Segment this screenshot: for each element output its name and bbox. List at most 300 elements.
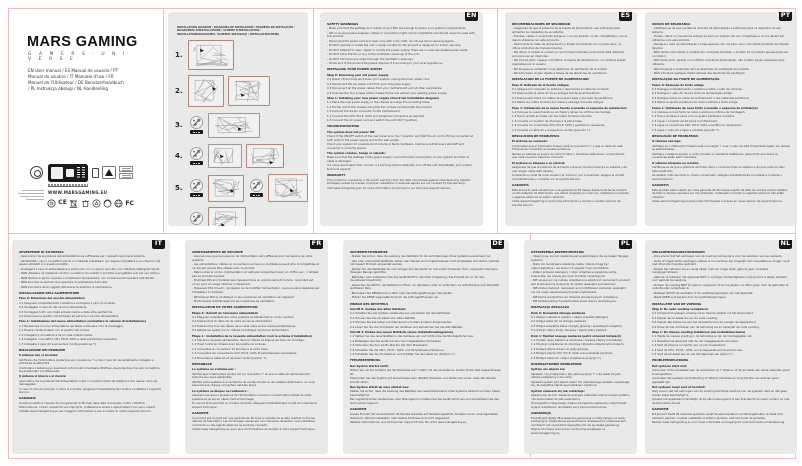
body-text: - NON utilizzare né installare l'unità in condizioni di umidità; il prodotto è progettato solo per uso interno. (19, 271, 161, 276)
body-text: - NÃO utilize nem instale a unidade em condições húmidas; o produto foi concebido apenas para uso no interior. (652, 50, 789, 59)
body-text: Compruebe que el interruptor trasero está en la posición 'I' y que el cable AC está firmemente conectado en ambos extremos. (512, 143, 623, 152)
sub-heading: Schritt 1: Einbau des neuen Netzteils (siehe Installationsdiagramm) (350, 329, 453, 334)
body-text: 0.4 Rimuovere le quattro viti dal telaio ed estrarre il vecchio alimentatore. (19, 314, 120, 319)
manual-panel-it (12, 240, 170, 454)
screwdriver-screws-icon (188, 179, 205, 198)
body-text: - NON introdurre alcun oggetto attraverso le aperture di ventilazione. (19, 284, 113, 289)
body-text: Este producto está cubierto por una garantía de 36 meses desde la fecha de compra contra defectos de fabricación. Los daños causados por mal uso, instalación incorrecta o agentes externos no están cubiertos. (512, 187, 629, 199)
body-text: Bei ungewöhnlichen Geräuschen oder Brandgeruch schalten Sie das Gerät sofort aus und kontaktieren Sie den technischen Support. (350, 397, 500, 405)
body-text: Stellen Sie sicher, dass die Leistung des Netzteils den Gesamtverbrauch Ihres Systems abdeckt und kein Kabel beschädigt ist. (350, 389, 500, 397)
manual-panel-fr (185, 240, 328, 454)
body-text: - Alimentatori, cavi o connettori vecchi o inutilizzati potrebbero non essere compatibili e non devono mai essere utilizzati con questo prodotto. (19, 258, 161, 267)
section-heading: SICHERHEITSHINWEISE (350, 249, 388, 254)
body-text: - Odłącz przewód zasilający i czyść urządzenie wyłącznie suchą ściereczką; nie używaj płynnych środków czyszczących. (531, 270, 617, 279)
body-text: - Débranchez le cordon d'alimentation et nettoyez uniquement avec un chiffon sec ; n'utilisez pas de produits liquides. (192, 270, 319, 279)
body-text: - Assicurarsi che la potenza dell'alimentatore sia sufficiente per i requisiti del proprio sistema. (19, 254, 146, 259)
section-heading: INSTALLAZIONE DELL'ALIMENTATORE (19, 290, 80, 295)
lang-badge-es: ES (619, 12, 632, 21)
manual-languages-line: EN User manual / ES Manual de usuario / PT Manual do usuário / IT Manuale d'uso / FR Manuel de l'Utilisateur / DE Benutzerhandbuch / PL Instrukcja obsługi / NL Handleiding (28, 68, 124, 92)
power-cable-icon (248, 179, 265, 198)
body-text: 1.2 Przykręć urządzenie do obudowy czterema dołączonymi śrubami. (531, 342, 625, 347)
body-text: 1.1 Posizionare il nuovo alimentatore nel telaio e allineare i fori di montaggio. (19, 323, 124, 328)
body-text: 0.2 Desconecte el cable AC de su antigua fuente de alimentación. (512, 91, 601, 96)
section-heading: RISOLUZIONE DEI PROBLEMI (19, 347, 66, 352)
website-url: WWW.MARSGAMING.EU (48, 190, 108, 195)
body-text: Visite www.marsgaming.eu para más información y acceso a nuestro servicio de soporte técnico. (512, 199, 621, 207)
body-text: 1.4 Connect the CPU, PCI-E, SATA and peripheral connectors as required. (327, 113, 425, 118)
power-switch-icon (188, 212, 205, 226)
step-number: 1. (175, 51, 183, 60)
manual-panel-pt (645, 12, 797, 226)
manual-panel-de (343, 240, 509, 454)
lang-badge-en: EN (465, 12, 478, 21)
body-text: 1.5 Connect the AC power cord and switch the unit ON ('I' position). (327, 117, 419, 122)
diagram-step-row (175, 112, 301, 138)
horizontal-fold-line (8, 233, 795, 234)
panel-body (531, 251, 630, 436)
body-text: - Zorg ervoor dat het vermogen van de voeding voldoende is voor de vereisten van uw systeem. (652, 254, 783, 259)
body-text: Assicurarsi che la potenza dell'alimentatore copra il consumo totale del sistema e che nessun cavo sia danneggiato. (19, 378, 158, 387)
body-text: Asegúrese de que la potencia de la fuente cubre el consumo total de su sistema y de que ningún cable esté dañado. (512, 164, 627, 173)
body-text: - Blockieren Sie NIEMALS den Lüfter oder die Lüftungsöffnungen des Geräts. (350, 290, 453, 295)
body-text: - NÃO bloqueie a ventoinha nem as aberturas de ventilação da unidade. (652, 66, 750, 71)
body-text: 0.3 Débranchez tous les câbles de la carte mère et des autres périphériques. (192, 323, 296, 328)
body-text: 1.4 Schließen Sie die CPU-, PCI-E-, SATA- und Peripherieanschlüsse an. (350, 347, 445, 352)
body-text: Produkt jest objęty 36-miesięczną gwarancją od daty zakupu na wady produkcyjne. Uszkodzenia spowodowane niewłaściwym użytkowaniem, montażem lub czynnikami zewnętrznymi nie są objęte gwarancją. (531, 415, 627, 427)
body-text: Vérifiez que l'interrupteur arrière est sur la position 'I' et que le câble AC est fermement branché aux deux extrémités. (192, 371, 311, 380)
screw-spec-label (190, 193, 203, 197)
lang-badge-de: DE (491, 240, 504, 249)
section-heading: INSTALLATION DE VOTRE ALIMENTATION (192, 305, 258, 310)
manual-panel-en (320, 12, 483, 226)
diagram-step-row (175, 207, 301, 226)
body-text: Überprüfen Sie das System auf Kurzschlüsse oder defekte Hardware und stellen Sie sicher, dass alle Stecker korrekt sitzen. (350, 376, 497, 384)
section-heading: FEHLERBEHEBUNG (350, 358, 381, 363)
screw-spec-label (190, 130, 203, 134)
body-text: 1.4 Sluit de CPU-, PCI-E-, SATA- en randapparatuurconnectoren aan. (652, 347, 744, 352)
body-text: - Old or unused power supplies, cables or connectors might not be compatible and should never be used with this product. (327, 30, 475, 39)
body-text: - Fontes, cabos ou conectores antigos ou sem uso podem não ser compatíveis e nunca devem ser utilizados com este produto. (652, 34, 785, 42)
certification-marks-row (47, 197, 133, 209)
section-heading: GARANTIE (350, 407, 367, 412)
body-text: - NO intente abrir, reparar o modificar la fuente de alimentación; no contiene piezas reparables por el usuario. (512, 58, 626, 67)
body-text: 0.1 Spegnere completamente il sistema e scollegare il cavo di corrente. (19, 300, 116, 305)
body-text: - Assurez-vous que la puissance de l'alimentation est suffisante pour les besoins de votre système. (192, 254, 313, 262)
body-text: 0.2 Odłącz kabel AC od starego zasilacza. (531, 319, 587, 324)
diagram-step-row (175, 40, 301, 70)
panel-body (192, 251, 321, 432)
body-text: 1.2 Befestigen Sie das Gerät mit den vier mitgelieferten Schrauben. (350, 338, 442, 343)
body-text: Si detecta un nivel de ruido superior al normal u olor a quemado, apague la unidad inmediatamente y contacte con el soporte técnico. (512, 173, 625, 181)
sub-heading: Step 0: Removing your old power supply (327, 72, 389, 77)
label-field (66, 169, 74, 177)
body-text: - Stare lub nieużywane zasilacze, kable i złącza mogą być niekompatybilne i nie wolno ich używać z tym produktem. (531, 262, 610, 270)
body-text: Controllare il sistema per eventuali cortocircuiti o hardware difettoso, assicurandosi che ogni connettore sia posizionato correttamente. (19, 365, 160, 374)
body-text: Więcej informacji oraz pomoc techniczną znajdziesz na www.marsgaming.eu. (531, 427, 605, 435)
body-text: 1.2 Fissare l'unità al telaio con le quattro viti incluse. (19, 328, 90, 333)
body-text: Upewnij się, że moc zasilacza pokrywa całkowite zużycie energii systemu i że żaden kabel nie jest uszkodzony. (531, 392, 630, 401)
sub-heading: Schritt 0: Ausbau des alten Netzteils (350, 306, 406, 311)
diagram-psu-tray-bottom (208, 207, 246, 226)
section-heading: ROZWIĄZYWANIE PROBLEMÓW (531, 361, 582, 366)
section-heading: INSTALLATIE VAN DE VOEDING (652, 301, 702, 306)
body-text: 0.4 Odkręć cztery śruby obudowy i wyjmij stary zasilacz. (531, 328, 608, 333)
diagram-step-row (175, 75, 301, 107)
warning-triangle-icon (102, 166, 116, 179)
sub-heading: System nie włącza się: (531, 367, 566, 372)
panel-body (350, 251, 502, 425)
body-text: 0.1 Wyłącz całkowicie system i odłącz przewód zasilający. (531, 314, 609, 319)
section-heading: RECOMENDACIONES DE SEGURIDAD (512, 21, 571, 26)
body-text: 1.3 Podłącz złącze 24-pin do płyty głównej. (531, 346, 589, 351)
lang-badge-pl: PL (619, 240, 632, 249)
lang-badge-it: IT (152, 240, 165, 249)
lang-badge-pt: PT (779, 12, 792, 21)
sub-heading: O sistema bloqueia ou reinicia: (652, 160, 700, 165)
body-text: 0.1 Power off and fully shut down your system; unplug the main power cord. (327, 77, 431, 82)
step-number: 2. (175, 87, 183, 96)
body-text: 1.4 Conecte los conectores CPU, PCI-E, SATA y periféricos necesarios. (512, 123, 606, 128)
body-text: Controleer of de schakelaar aan de achterkant op 'I' staat en of de AC-kabel aan beide uiteinden goed is aangesloten. (652, 368, 790, 376)
ce-mark-icon: CE (58, 200, 68, 206)
body-text: 1.3 Connectez le connecteur 24 broches à la carte mère. (192, 346, 269, 351)
body-text: - Blokkeer NOOIT de ventilator of de ventilatieopeningen van het apparaat. (652, 290, 754, 295)
body-text: - Ziehen Sie das Netzkabel ab und reinigen Sie das Gerät nur mit einem trockenen Tuch; verwenden Sie keine flüssigen Reinigungsmittel. (350, 266, 498, 275)
body-text: - NÃO tente abrir, reparar ou modificar a fonte de alimentação; não contém peças reparáveis pelo utilizador. (652, 58, 785, 67)
body-text: 0.2 Desligue o cabo AC da sua fonte de alimentação antiga. (652, 91, 733, 96)
body-text: 0.3 Trennen Sie alle Kabel vom Mainboard und allen anderen Komponenten. (350, 320, 453, 325)
panel-body (652, 251, 790, 425)
body-text: 0.4 Lösen Sie die vier Schrauben am Gehäuse und entnehmen Sie das alte Netzteil. (350, 324, 463, 329)
body-text: - Les alimentations, câbles ou connecteurs anciens ou inutilisés peuvent être incompatibles et ne doivent jamais être utilisés avec ce produit. (192, 262, 320, 270)
body-text: - NO introduzca ningún objeto a través de las aberturas de ventilación. (512, 70, 608, 75)
body-text: 1.5 Collegare il cavo AC e accendere l'unità (posizione 'I'). (19, 341, 98, 346)
diagram-psu-into-case (188, 75, 224, 107)
label-barcode (82, 167, 85, 179)
sub-heading: El sistema se bloquea o se reinicia: (512, 160, 566, 165)
body-text: 0.4 Retire los cuatro tornillos del chasis y extraiga la fuente antigua. (512, 100, 605, 105)
body-text: Schakel het apparaat onmiddellijk uit bij abnormaal geluid of een brandlucht en neem contact op met de technische dienst. (652, 397, 790, 405)
fcc-mark-icon: FC (125, 199, 135, 207)
diagram-open-case-side (188, 40, 234, 70)
body-text: 1.2 Fixez l'unité au châssis avec les quatre vis incluses. (192, 342, 267, 347)
section-heading: INSTALACJA ZASILACZA (531, 305, 570, 310)
body-text: - NIE używaj ani nie instaluj urządzenia w wilgotnych warunkach; produkt jest przeznaczony wyłącznie do użytku wewnątrz pomieszczeń. (531, 278, 630, 287)
sub-heading: Il sistema si blocca o si riavvia: (19, 374, 67, 379)
body-text: - Probeer de voeding NIET te openen, repareren of aan te passen; er zitten geen door de gebruiker te onderhouden onderdelen in. (652, 282, 789, 291)
body-text: - Make sure that the wattage and output of your PSU are enough to power your system's requirements. (327, 26, 467, 31)
body-text: 1.4 Collegare i connettori CPU, PCI-E, SATA e delle periferiche necessarie. (19, 337, 118, 342)
body-text: - NO bloquee el ventilador ni las aberturas de ventilación de la unidad. (512, 66, 608, 71)
vertical-fold-line (497, 8, 498, 233)
body-text: Make sure that the wattage of the power supply covers the total consumption of your system and that no cable is damaged. (327, 155, 470, 163)
installation-diagram-panel (168, 12, 308, 226)
certification-area (18, 164, 134, 220)
body-text: Sprawdź, czy przełącznik z tyłu jest w pozycji 'I' i czy kabel AC jest dobrze podłączony z obu stron. (531, 371, 621, 380)
body-text: 0.2 Disconnect the AC power cord from your old power supply. (327, 81, 412, 86)
vertical-fold-line (163, 8, 164, 233)
section-heading: INSTALACIÓN DE LA FUENTE DE ALIMENTACIÓN (512, 77, 589, 82)
body-text: 1.1 Placez la nouvelle alimentation dans le châssis et alignez les trous de montage. (192, 337, 305, 342)
body-text: 0.3 Disconnect all the power cables from your motherboard and all other peripherals. (327, 86, 443, 91)
body-text: 1.1 Place the new power supply in the chassis and align the mounting holes. (327, 100, 431, 105)
body-text: - Upewnij się, że moc zasilacza jest wystarczająca dla wymagań Twojego systemu. (531, 254, 629, 262)
manual-panel-pl (524, 240, 637, 454)
sub-heading: Het systeem start niet: (652, 363, 688, 368)
body-text: Verifique se o interruptor traseiro está na posição 'I' e se o cabo AC está firmemente ligado em ambas as extremidades. (652, 143, 790, 152)
body-text: Weitere Informationen und technischen Support finden Sie unter www.marsgaming.eu. (350, 420, 468, 424)
screw-spec-label (250, 193, 263, 197)
section-heading: GARANTIA (652, 182, 669, 187)
body-text: Visitez www.marsgaming.eu pour plus d'informations et accéder à notre support technique. (192, 427, 316, 432)
diagram-cable-routing-b (246, 144, 284, 168)
body-text: Certifique-se de que a potência da fonte cobre o consumo total do sistema e de que nenhum cabo está danificado. (652, 164, 785, 173)
body-text: - Scollegare il cavo di alimentazione e pulire solo con un panno asciutto; non utilizzare detergenti liquidi. (19, 266, 161, 271)
body-text: Check if the ON/OFF switch of the rear panel is on the 'I' position and that the AC cord is firmly connected at both ends to the power supply and to the wall socket. (327, 134, 473, 142)
body-text: 1.5 Sluit de AC-kabel aan en zet het apparaat aan (stand 'I'). (652, 352, 734, 357)
body-text: - N'utilisez PAS et n'installez pas l'appareil dans un environnement humide ; le produit est conçu pour un usage intérieur uniquement. (192, 278, 314, 287)
body-text: 1.1 Coloque a nova fonte na caixa e alinhe os orifícios de montagem. (652, 109, 746, 114)
body-text: - Koppel het netsnoer los en reinig alleen met een droge doek; gebruik geen vloeibare reinigingsmiddelen. (652, 266, 769, 275)
body-text: 1.5 Podłącz kabel AC i włącz urządzenie (pozycja 'I'). (531, 355, 602, 360)
recycle-mark-icon (92, 199, 101, 208)
diagram-cable-routing-a (208, 144, 242, 168)
body-text: 0.2 Koppel de AC-kabel los van de oude voeding. (652, 315, 718, 320)
lang-badge-fr: FR (310, 240, 323, 249)
sub-heading: The system does not power ON: (327, 129, 376, 134)
section-heading: GARANTIE (192, 410, 209, 415)
diagram-steps (175, 40, 301, 226)
body-text: Zorg ervoor dat het vermogen van de voeding het totale verbruik van uw systeem dekt en dat geen enkele kabel beschadigd is. (652, 389, 788, 397)
panel-body (327, 23, 476, 191)
body-text: 0.2 Débranchez le câble AC de votre ancienne alimentation. (192, 319, 273, 324)
sub-heading: Het systeem loopt vast of herstart: (652, 384, 706, 389)
sub-heading: Paso 1: Instalación de la nueva fuente (consulte el esquema de instalación) (512, 105, 627, 110)
section-heading: PROBLEEMOPLOSSING (652, 358, 689, 363)
sub-heading: Krok 0: Demontaż starego zasilacza (531, 310, 586, 315)
body-text: - N'essayez PAS d'ouvrir, de réparer ou de modifier l'alimentation ; aucune pièce réparable par l'utilisateur à l'intérieur. (192, 286, 320, 295)
body-text: 0.1 Éteignez complètement votre système et débranchez le cordon secteur. (192, 314, 295, 319)
body-text: 1.3 Conecte el conector de 24 pines a la placa base. (512, 118, 583, 123)
sub-heading: O sistema não liga: (652, 139, 682, 144)
body-text: W przypadku nietypowego hałasu lub zapachu spalenizny natychmiast wyłącz urządzenie i skontaktuj się z pomocą techniczną. (531, 401, 627, 409)
cover-panel (12, 12, 140, 226)
body-text: Este produto está coberto por uma garantia de 36 meses a partir da data de compra contra defeitos de fabrico. Danos causados por má utilização, instalação incorreta ou agentes externos não estão cobertos. (652, 187, 788, 199)
body-text: En cas de bruit anormal ou d'odeur de brûlé, éteignez immédiatement l'unité et contactez le support technique. (192, 401, 317, 409)
body-text: 0.4 Retire os quatro parafusos da caixa e extraia a fonte antiga. (652, 100, 739, 105)
body-text: - Gebruik of installeer het apparaat NIET in vochtige omstandigheden; het product is alleen bedoeld voor gebruik binnenshuis. (652, 274, 787, 283)
section-heading: INSTALAÇÃO DA FONTE DE ALIMENTAÇÃO (652, 77, 720, 82)
weee-bin-icon (92, 168, 99, 178)
sub-heading: Krok 1: Montaż nowego zasilacza (patrz schemat instalacji) (531, 333, 621, 338)
screwdriver-screws-icon (188, 116, 205, 135)
body-text: 1.5 Branchez le câble AC et allumez l'unité (position 'I'). (192, 355, 268, 360)
diagram-step-row (175, 174, 301, 202)
body-text: 1.4 Ligue os conectores CPU, PCI-E, SATA e periféricos necessários. (652, 123, 743, 128)
section-heading: DÉPANNAGE (192, 361, 212, 366)
diagram-case-rear-view (228, 76, 270, 106)
body-text: - Desligue o cabo de alimentação e limpe apenas com um pano seco; não utilize produtos de limpeza líquidos. (652, 42, 789, 51)
body-text: 0.3 Koppel alle kabels los van het moederbord en de overige randapparatuur. (652, 320, 757, 325)
body-text: 1.5 Conecte el cable AC y encienda la unidad (posición 'I'). (512, 127, 591, 132)
diagram-step-row (175, 143, 301, 169)
body-text: - Steek GEEN voorwerpen door de ventilatieopeningen. (652, 295, 727, 300)
section-heading: AVVERTENZE DI SICUREZZA (19, 249, 64, 254)
body-text: - Do NOT attempt to open, repair or modify the power supply; there are no user-serviceable parts inside. (327, 47, 468, 52)
body-text: 1.1 Setzen Sie das neue Netzteil in das Gehäuse ein und richten Sie die Montagelöcher aus. (350, 334, 474, 339)
sub-heading: Étape 1 : Installation de la nouvelle alimentation (voir le schéma d'installation) (192, 333, 313, 338)
body-text: - Desconecte el cable de alimentación y limpie únicamente con un paño seco; no utilice productos de limpieza líquidos. (512, 42, 622, 51)
panel-body (19, 251, 163, 414)
body-text: 1.3 Ligue o conector de 24 pinos à motherboard. (652, 118, 718, 123)
section-heading: EINBAU DES NETZTEILS (350, 301, 389, 306)
body-text: 0.3 Scollegare tutti i cavi dalla scheda madre e dalle altre periferiche. (19, 309, 113, 314)
step-number: 5. (175, 184, 183, 193)
recycle-bin-icon (81, 199, 90, 208)
round-emblem-icon (30, 166, 43, 179)
manual-panel-es (505, 12, 637, 226)
section-heading: WARRANTY (327, 172, 346, 177)
body-text: - Certifique-se de que a potência da fonte de alimentação é suficiente para os requisitos do seu sistema. (652, 26, 781, 34)
body-text: Verificare che l'interruttore posteriore sia in posizione 'I' e che il cavo AC sia saldamente collegato a entrambe le estremità. (19, 357, 154, 366)
body-text: Visit www.marsgaming.eu for more information and access to our technical support service. (327, 185, 451, 190)
sub-heading: Le système ne s'allume pas : (192, 367, 236, 372)
brand-logo: MARS GAMING (27, 34, 138, 50)
screw-spec-label (190, 161, 203, 165)
sub-heading: Fase 1: Installazione del nuovo alimentatore (consultare lo schema di installazione) (19, 319, 146, 324)
body-text: - Do NOT block the fan or any of the ventilation openings of the unit. (327, 52, 420, 57)
section-heading: INSTALLING YOUR POWER SUPPLY (327, 67, 383, 72)
body-text: Visite www.marsgaming.eu para mais informações e acesso ao nosso serviço de suporte técnico. (652, 199, 783, 204)
body-text: - Stellen Sie sicher, dass die Leistung des Netzteils für die Anforderungen Ihres Systems ausreichend ist. (350, 254, 491, 259)
body-text: - NON tentare di aprire, riparare o modificare l'alimentatore; non contiene parti riparabili dall'utente. (19, 275, 155, 280)
body-text: Revise su sistema en busca de cortocircuitos o hardware defectuoso, comprobando que cada conector esté bien colocado. (512, 151, 625, 160)
body-text: In caso di rumore anomalo o odore di bruciato, spegnere immediatamente l'unità e contattare il supporto tecnico. (19, 386, 162, 395)
body-text: - Do NOT introduce any object through the ventilation openings. (327, 56, 414, 61)
body-text: - Do NOT operate or install the unit in damp conditions; the product is designed for indoor use only. (327, 43, 461, 48)
spec-plate (119, 166, 133, 172)
body-text: 1.3 Sluit de 24-pins connector aan op het moederbord. (652, 343, 726, 348)
body-text: 1.1 Umieść nowy zasilacz w obudowie i dopasuj otwory montażowe. (531, 337, 623, 342)
step-number: 3. (175, 121, 183, 130)
sub-heading: Passo 0: Remoção da fonte antiga (652, 82, 704, 87)
body-text: 0.3 Desconecte todos los cables de la placa base y del resto de periféricos. (512, 95, 614, 100)
diagram-psu-screw-fixing (208, 113, 260, 138)
rohs-globe-mark-icon (114, 199, 123, 208)
body-text: Vérifiez votre système à la recherche de courts-circuits ou de matériel défectueux, en vous assurant que chaque connecteur est bien placé. (192, 379, 315, 388)
body-text: - Oude of ongebruikte voedingen, kabels of connectoren zijn mogelijk niet compatibel en mogen nooit met dit product worden gebruikt. (652, 258, 790, 267)
body-text: Dieses Produkt hat ab Kaufdatum 36 Monate Garantie auf Herstellungsfehler. Schäden durch unsachgemäßen Gebrauch, falsche Installation oder äußere Einflüsse sind nicht abgedeckt. (350, 411, 499, 420)
body-text: Se detetar ruído anormal ou cheiro a queimado, desligue imediatamente a unidade e contacte o suporte técnico. (652, 173, 783, 181)
section-heading: TROUBLESHOOTING (327, 124, 360, 129)
body-text: - Fuentes, cables o conectores antiguos o sin uso podrían no ser compatibles y nunca deben utilizarse con este producto. (512, 34, 628, 42)
section-heading: RESOLUÇÃO DE PROBLEMAS (652, 133, 699, 138)
body-text: 0.3 Desligue todos os cabos da motherboard e dos restantes periféricos. (652, 95, 750, 100)
section-heading: GARANZIA (19, 396, 36, 401)
body-text: 1.1 Plaats de nieuwe voeding in de behuizing en lijn de montagegaten uit. (652, 334, 753, 339)
section-heading: GARANTÍA (512, 182, 529, 187)
section-heading: GWARANCJA (531, 410, 551, 415)
weee-bin-icon (69, 199, 78, 208)
brand-tagline: G A M E R S · U N I V E R S E (28, 52, 128, 62)
body-text: - NÃO introduza qualquer objeto através das aberturas de ventilação. (652, 70, 746, 75)
body-text: - NE bloquez PAS le ventilateur ni les ouvertures de ventilation de l'appareil. (192, 294, 295, 299)
sub-heading: Step 1: Installing your new power supply (Check fan installation diagram) (327, 95, 440, 100)
step-number: 4. (175, 152, 183, 161)
vertical-fold-line (313, 8, 314, 233)
body-text: - NO utilice ni instale la unidad en condiciones húmedas; el producto está diseñado solo para uso en interiores. (512, 50, 625, 59)
body-text: 1.5 Schließen Sie das AC-Kabel an und schalten Sie das Gerät ein (Position 'I'). (350, 352, 456, 357)
body-text: - Alte oder unbenutzte Netzteile, Kabel oder Stecker sind möglicherweise nicht kompatibel und dürfen niemals mit diesem Produkt verwendet werden. (350, 258, 499, 267)
body-text: If a noise level higher than normal or a burning smell is detected, turn off the unit immediately and contact technical support. (327, 163, 472, 171)
section-heading: GARANTIE (652, 407, 669, 412)
green-dot-mark-icon (103, 199, 112, 208)
manual-panel-nl (645, 240, 797, 454)
body-text: 0.2 Trennen Sie das AC-Kabel vom alten Netzteil. (350, 315, 416, 320)
body-text: Sprawdź system pod kątem zwarć lub uszkodzonego sprzętu, upewniając się, że wszystkie złącza są prawidłowo osadzone. (531, 379, 630, 388)
body-text: This product is covered by a 36-month warranty from the date of purchase against manufacturing defects. Damages caused by misuse, improper installation or external agents are not covered by this warranty. (327, 177, 471, 186)
diagram-psu-tray-top (208, 175, 244, 202)
body-text: 1.2 Fije la unidad al chasis con los cuatro tornillos incluidos. (512, 114, 593, 119)
body-text: - At the end of the product life please dispose of it according to your local regulations. (327, 61, 443, 66)
body-text: 0.1 Schakel het systeem volledig uit en haal de stekker uit het stopcontact. (652, 311, 754, 316)
body-text: 0.1 Schalten Sie das System vollständig aus und ziehen Sie das Netzkabel. (350, 311, 451, 316)
diagram-case-side-panel (268, 174, 308, 202)
body-text: 0.4 Retirez les quatre vis du châssis et extrayez l'ancienne alimentation. (192, 328, 290, 333)
body-text: 0.4 Draai de vier schroeven van de behuizing los en verwijder de oude voeding. (652, 324, 760, 329)
section-heading: VEILIGHEIDSWAARSCHUWINGEN (652, 249, 705, 254)
label-barcode (77, 167, 80, 179)
body-text: 1.3 Verbinden Sie den 24-Pin-Stecker mit dem Mainboard. (350, 343, 428, 348)
section-heading: AVERTISSEMENTS DE SÉCURITÉ (192, 249, 243, 254)
body-text: 1.4 Connectez les connecteurs CPU, PCI-E, SATA et périphériques nécessaires. (192, 351, 298, 356)
body-text: 1.5 Ligue o cabo AC e ligue a unidade (posição 'I'). (652, 127, 721, 132)
body-text: 0.1 Apague por completo su sistema y desconecte el cable de corriente. (512, 86, 610, 91)
sub-heading: Das System startet nicht: (350, 363, 389, 368)
diagram-header: INSTALLATION DIAGRAM / DIAGRAMA DE INSTALACIÓN / ESQUEMA DE INSTALAÇÃO / DIAGRAMMA D'INSTALLAZIONE / SCHÉMA D'INSTALLATION / INSTALLATIONSDIAGRAMM / SCHEMAT INSTALACJI / INSTALLATIESCHEMA (177, 26, 295, 36)
sub-heading: Étape 0 : Retrait de l'ancienne alimentation (192, 310, 259, 315)
screwdriver-screws-icon (188, 147, 205, 166)
sub-heading: Stap 1: De nieuwe voeding installeren (zie installatieschema) (652, 329, 746, 334)
body-text: 1.3 Connect the 24-pin connector to the motherboard. (327, 109, 401, 114)
body-text: Ce produit est couvert par une garantie de 36 mois à compter de la date d'achat contre les défauts de fabrication. Les dommages causés par une mauvaise utilisation, une installation incorrecte ou des agents externes ne sont pas couverts. (192, 415, 316, 427)
body-text: - NIE wkładaj żadnych przedmiotów przez otwory wentylacyjne. (531, 298, 617, 303)
body-text: 0.1 Desligue completamente o sistema e retire o cabo de corrente. (652, 86, 743, 91)
body-text: - NIE próbuj otwierać, naprawiać ani modyfikować zasilacza; wewnątrz nie ma części serwisowanych przez użytkownika. (531, 286, 626, 295)
section-heading: SAFETY WARNINGS (327, 21, 359, 26)
section-heading: OSTRZEŻENIA BEZPIECZEŃSTWA (531, 249, 585, 254)
sub-heading: The system crashes, hangs or reboots: (327, 150, 386, 155)
body-text: - Führen Sie KEINE Gegenstände durch die Lüftungsöffnungen ein. (350, 295, 440, 300)
sub-heading: Il sistema non si accende: (19, 353, 59, 358)
sub-heading: Paso 0: Retirada de la fuente antigua (512, 82, 569, 87)
body-text: Questo prodotto è coperto da una garanzia di 36 mesi dalla data di acquisto contro i difetti di fabbricazione. I danni causati da uso improprio, installazione errata o agenti esterni non sono coperti. (19, 401, 156, 409)
body-text: Dit product heeft 36 maanden garantie vanaf de aankoopdatum op fabricagefouten. Schade door verkeerd gebruik, onjuiste installatie of externe factoren valt niet onder de garantie. (652, 411, 784, 420)
label-caption-text (48, 184, 88, 187)
panel-body (652, 23, 790, 204)
body-text: - Disconnect the power cord and clean only with a dry cloth; do not use liquid cleaning agents. (327, 38, 455, 43)
body-text: Assurez-vous que la puissance de l'alimentation couvre la consommation totale de votre système et qu'aucun câble n'est endommagé. (192, 392, 312, 401)
label-field (51, 167, 63, 179)
body-text: - NON bloccare la ventola né le aperture di ventilazione dell'unità. (19, 280, 108, 285)
panel-body (512, 23, 630, 208)
body-text: - N'introduisez AUCUN objet par les ouvertures de ventilation. (192, 298, 276, 303)
sub-heading: Stap 0: De oude voeding verwijderen (652, 306, 709, 311)
body-text: 1.1 Coloque la nueva fuente en el chasis y alinee los orificios de montaje. (512, 109, 612, 114)
body-text: 1.2 Bevestig het apparaat met de vier meegeleverde schroeven. (652, 338, 740, 343)
sub-heading: System zawiesza się lub restartuje: (531, 388, 585, 393)
manufacturer-address (18, 190, 44, 202)
